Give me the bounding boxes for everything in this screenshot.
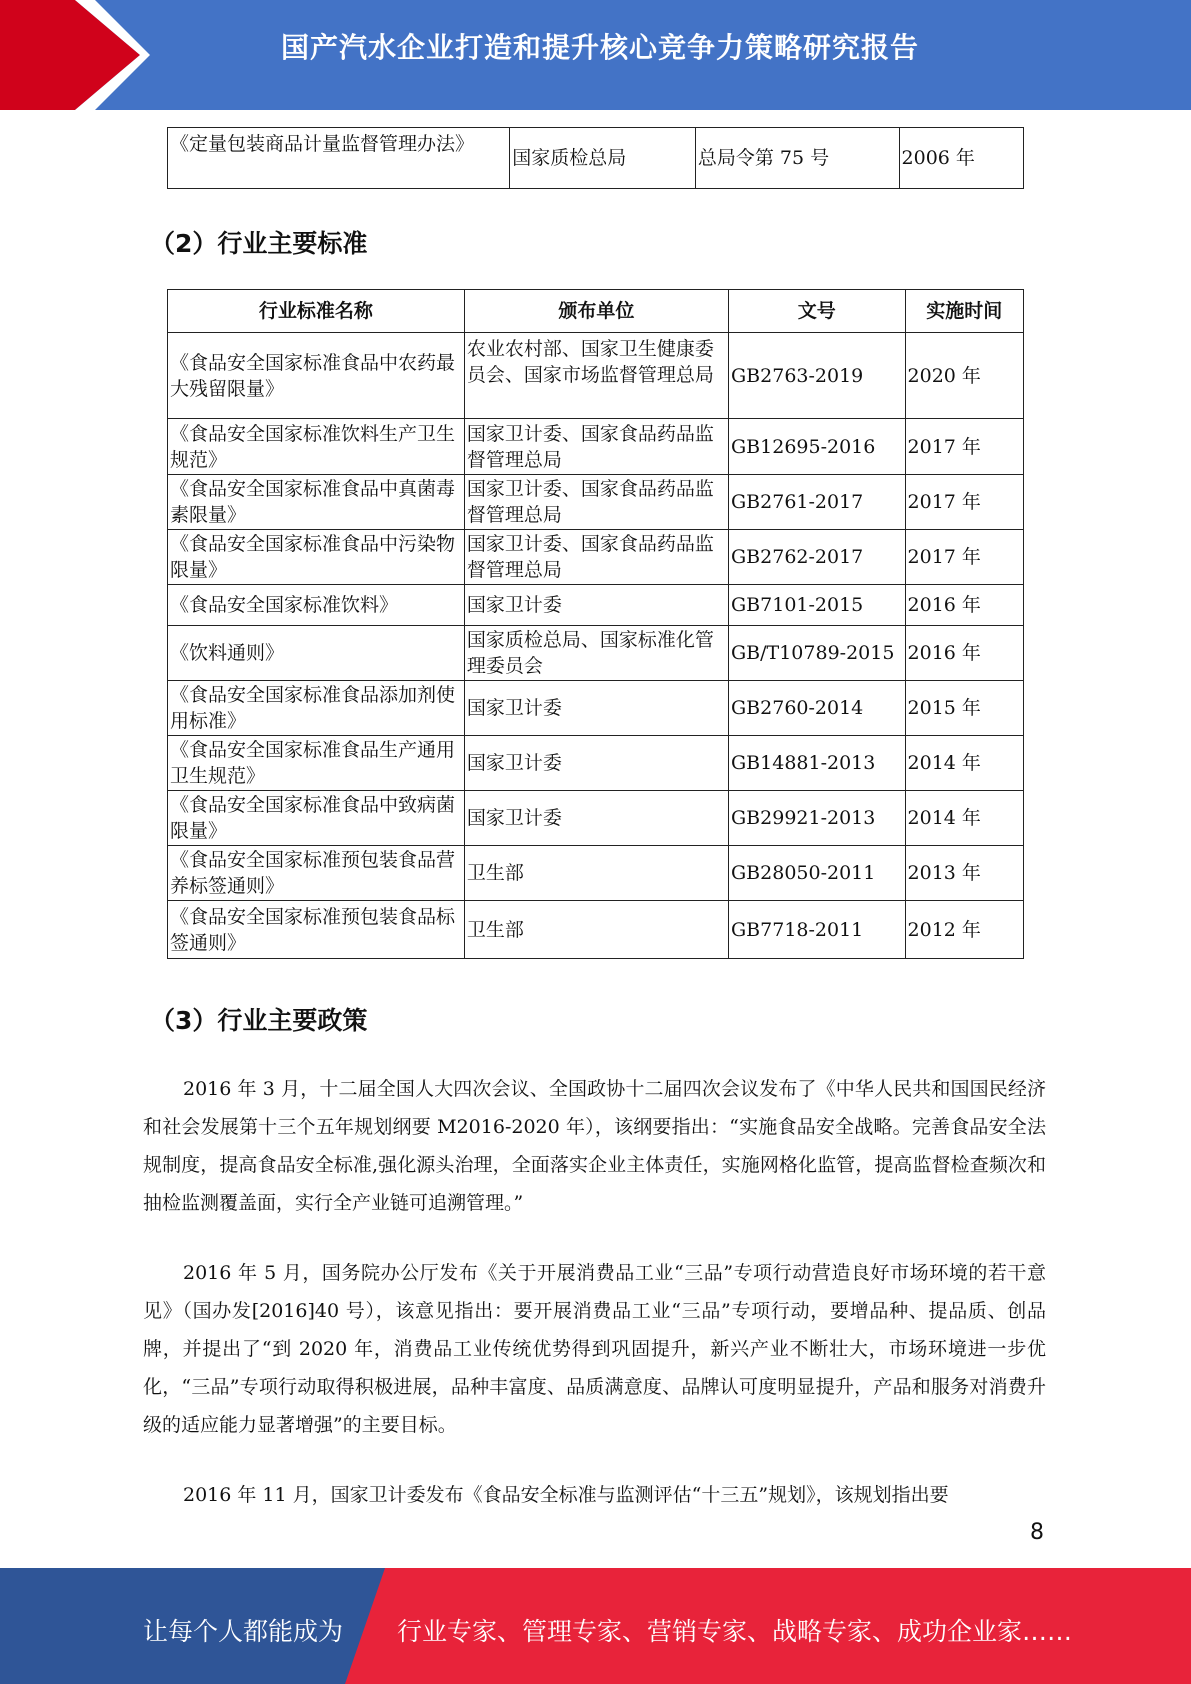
table-cell: GB2760-2014 [729, 681, 906, 736]
table-cell: 2016 年 [905, 585, 1023, 626]
table-cell: 国家质检总局、国家标准化管理委员会 [464, 626, 728, 681]
table-cell: 2006 年 [899, 128, 1023, 189]
table-cell: 国家卫计委 [464, 585, 728, 626]
policy-paragraph: 2016 年 5 月，国务院办公厅发布《关于开展消费品工业“三品”专项行动营造良好市场环境的若干意见》（国办发[2016]40 号），该意见指出：要开展消费品工业“三品”专项行动，要增品种、提品质、创品牌，并提出了“到 2020 年，消费品工业传统优势得到巩固提升，新兴产业不断壮大，市场环境进一步优化，“三品”专项行动取得积极进展，品种丰富度、品质满意度、品牌认可度明显提升，产品和服务对消费升级的适应能力显著增强”的主要目标。 [143, 1262, 1046, 1436]
table-cell: GB7718-2011 [729, 901, 906, 959]
section-heading-policies: （3）行业主要政策 [150, 1006, 368, 1035]
table-cell: GB28050-2011 [729, 846, 906, 901]
table-row [168, 530, 1024, 585]
table-cell: 《定量包装商品计量监督管理办法》 [168, 128, 510, 189]
table-cell: 国家卫计委、国家食品药品监督管理总局 [464, 530, 728, 585]
table-row [168, 791, 1024, 846]
table-cell: 国家卫计委 [464, 736, 728, 791]
table-cell: 2012 年 [905, 901, 1023, 959]
table-cell: 《食品安全国家标准食品中农药最大残留限量》 [168, 333, 465, 419]
table-cell: 国家卫计委、国家食品药品监督管理总局 [464, 419, 728, 475]
table-cell: 国家卫计委 [464, 791, 728, 846]
table-cell: 《食品安全国家标准食品中真菌毒素限量》 [168, 475, 465, 530]
footer-slogan-left: 让每个人都能成为 [143, 1617, 344, 1646]
table-cell: 2013 年 [905, 846, 1023, 901]
section-heading-standards: （2）行业主要标准 [150, 229, 368, 258]
table-cell: 2014 年 [905, 736, 1023, 791]
table-cell: GB/T10789-2015 [729, 626, 906, 681]
table-cell: 《食品安全国家标准食品添加剂使用标准》 [168, 681, 465, 736]
table-cell: 2017 年 [905, 530, 1023, 585]
table-header-row [168, 290, 1024, 333]
table-cell: 《食品安全国家标准预包装食品营养标签通则》 [168, 846, 465, 901]
table-cell: 《食品安全国家标准预包装食品标签通则》 [168, 901, 465, 959]
table-row [168, 846, 1024, 901]
table-cell: 《食品安全国家标准食品中污染物限量》 [168, 530, 465, 585]
table-row [168, 901, 1024, 959]
table-cell: GB12695-2016 [729, 419, 906, 475]
table-cell: 总局令第 75 号 [695, 128, 899, 189]
table-cell: GB2762-2017 [729, 530, 906, 585]
table-cell: 《食品安全国家标准食品中致病菌限量》 [168, 791, 465, 846]
industry-standards-table [167, 289, 1024, 959]
column-header: 实施时间 [905, 290, 1023, 333]
column-header: 文号 [729, 290, 906, 333]
table-cell: GB2761-2017 [729, 475, 906, 530]
page-number: 8 [1030, 1520, 1044, 1545]
table-row [168, 333, 1024, 419]
table-row [168, 585, 1024, 626]
table-cell: 国家质检总局 [510, 128, 696, 189]
column-header: 行业标准名称 [168, 290, 465, 333]
table-cell: 2016 年 [905, 626, 1023, 681]
table-row [168, 128, 1024, 189]
page-footer [0, 1568, 1191, 1684]
page-header [0, 0, 1191, 110]
table-cell: 2015 年 [905, 681, 1023, 736]
table-cell: GB7101-2015 [729, 585, 906, 626]
footer-slogan-right: 行业专家、管理专家、营销专家、战略专家、成功企业家…… [397, 1617, 1073, 1646]
policy-paragraph: 2016 年 3 月，十二届全国人大四次会议、全国政协十二届四次会议发布了《中华人民共和国国民经济和社会发展第十三个五年规划纲要 M2016-2020 年），该纲要指出：“实施食品安全战略。完善食品安全法规制度，提高食品安全标准,强化源头治理，全面落实企业主体责任，实施网格化监管，提高监督检查频次和抽检监测覆盖面，实行全产业链可追溯管理。” [143, 1078, 1046, 1214]
table-cell: GB14881-2013 [729, 736, 906, 791]
table-cell: 《食品安全国家标准饮料》 [168, 585, 465, 626]
column-header: 颁布单位 [464, 290, 728, 333]
table-cell: 卫生部 [464, 901, 728, 959]
table-cell: 2017 年 [905, 419, 1023, 475]
table-cell: 国家卫计委 [464, 681, 728, 736]
report-title: 国产汽水企业打造和提升核心竞争力策略研究报告 [280, 31, 919, 64]
table-cell: 国家卫计委、国家食品药品监督管理总局 [464, 475, 728, 530]
table-cell: 2020 年 [905, 333, 1023, 419]
table-cell: GB2763-2019 [729, 333, 906, 419]
table-cell: 2014 年 [905, 791, 1023, 846]
table-row [168, 626, 1024, 681]
policy-paragraph: 2016 年 11 月，国家卫计委发布《食品安全标准与监测评估“十三五”规划》，该规划指出要 [183, 1484, 949, 1506]
table-row [168, 419, 1024, 475]
table-cell: 《食品安全国家标准食品生产通用卫生规范》 [168, 736, 465, 791]
regulations-table-continued [167, 127, 1024, 189]
table-cell: 2017 年 [905, 475, 1023, 530]
table-row [168, 681, 1024, 736]
table-cell: 《饮料通则》 [168, 626, 465, 681]
table-cell: 《食品安全国家标准饮料生产卫生规范》 [168, 419, 465, 475]
table-cell: 卫生部 [464, 846, 728, 901]
header-arrow-decoration [0, 0, 200, 110]
table-row [168, 736, 1024, 791]
table-cell: GB29921-2013 [729, 791, 906, 846]
table-row [168, 475, 1024, 530]
table-cell: 农业农村部、国家卫生健康委员会、国家市场监督管理总局 [464, 333, 728, 419]
